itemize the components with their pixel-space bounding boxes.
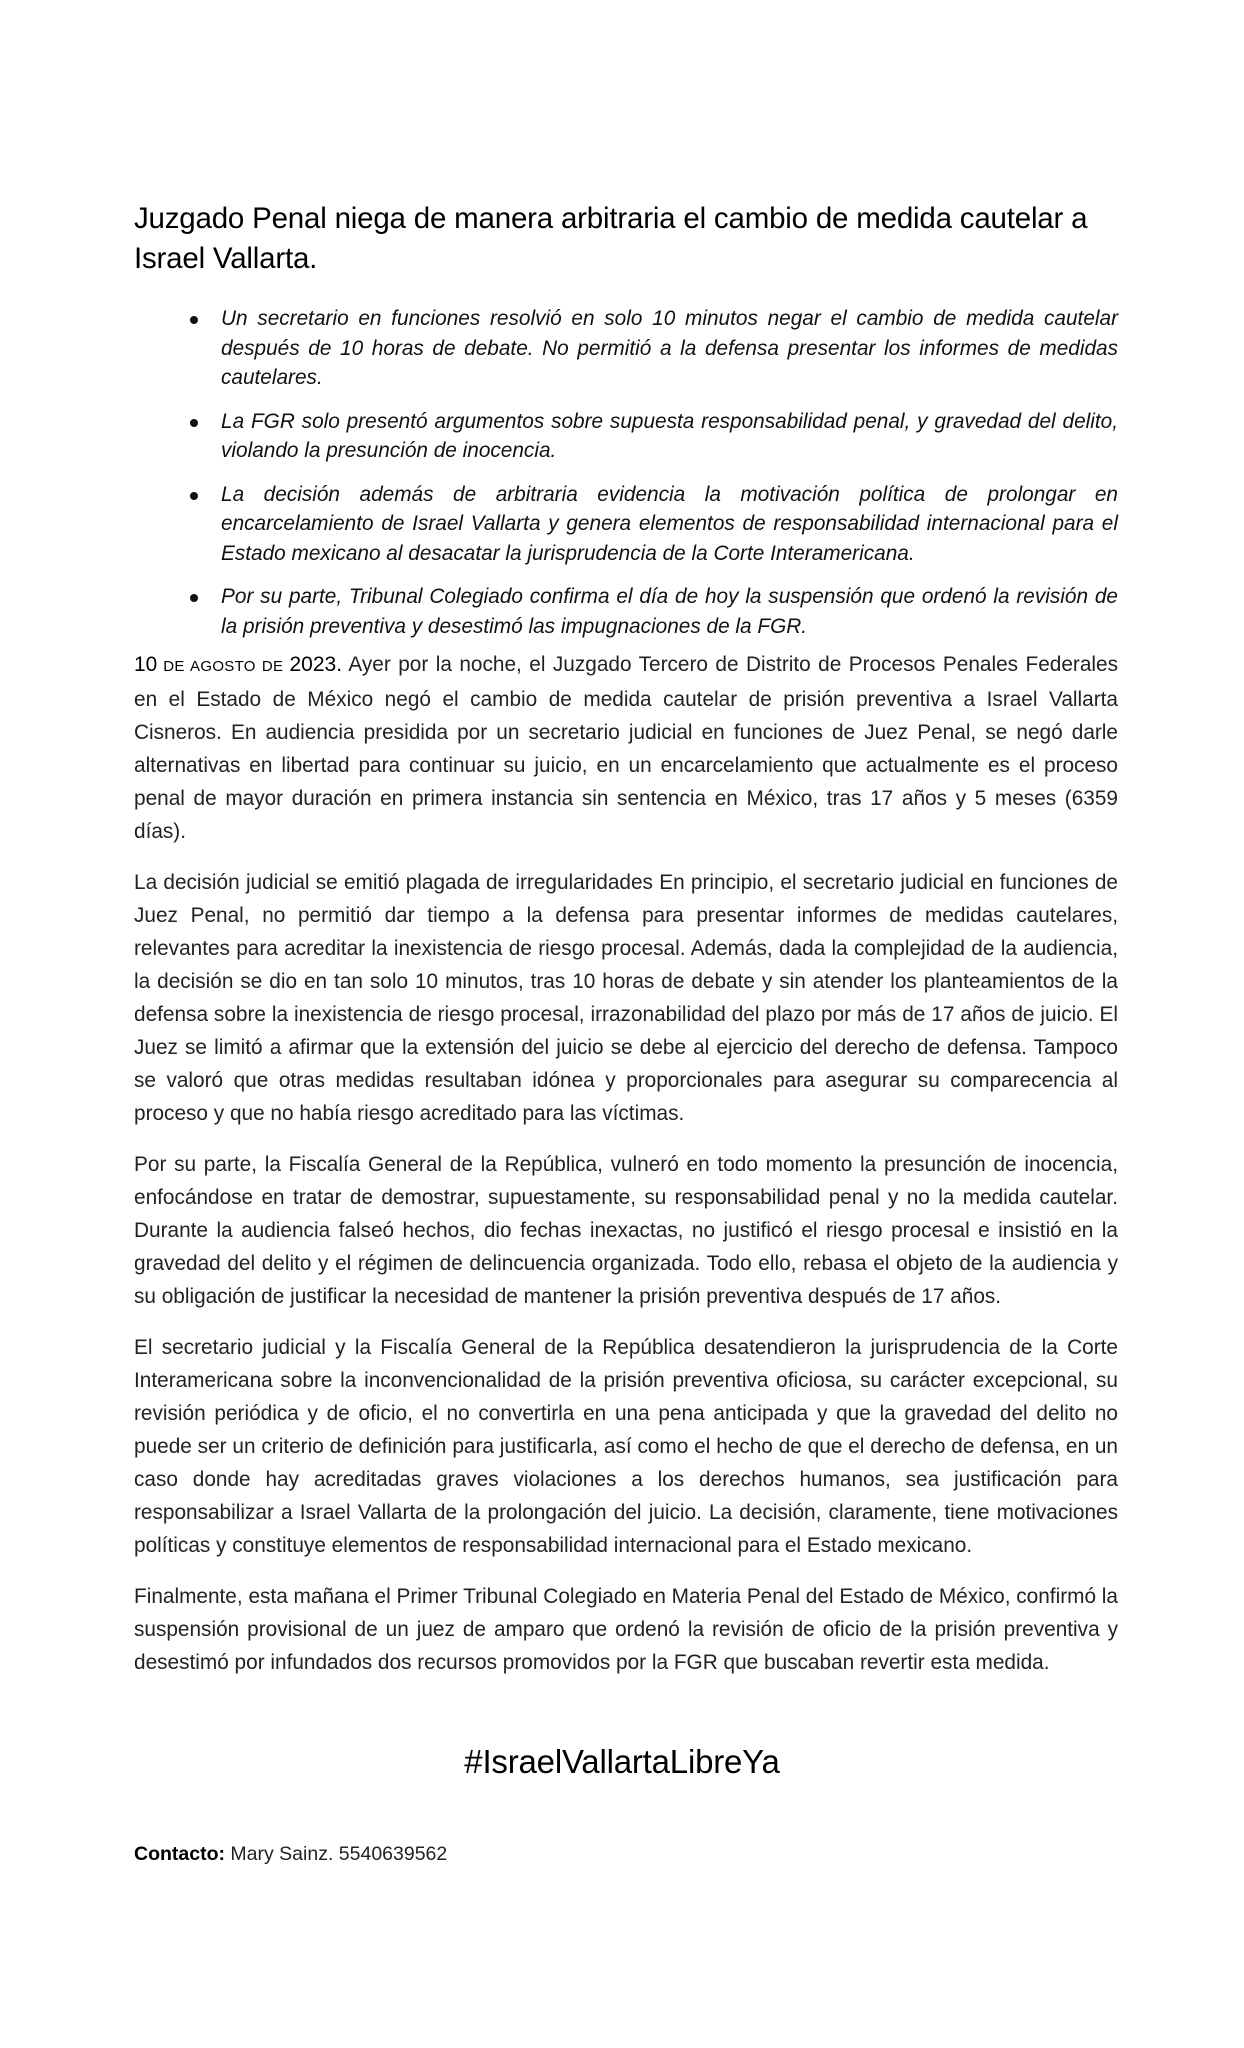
body-paragraph: Finalmente, esta mañana el Primer Tribunal Colegiado en Materia Penal del Estado de México, confirmó la suspensión provisional de un juez de amparo que ordenó la revisión de oficio de la prisión preventiva y desestimó por infundados dos recursos promovidos por la FGR que buscaban revertir esta medida. <box>134 1585 1118 1674</box>
contact-line <box>134 1840 447 1868</box>
contact-label: Contacto: <box>134 1843 225 1865</box>
contact-value: Mary Sainz. 5540639562 <box>225 1843 448 1865</box>
summary-bullet <box>134 582 1118 641</box>
bullet-text: La FGR solo presentó argumentos sobre supuesta responsabilidad penal, y gravedad del delito, violando la presunción de inocencia. <box>221 409 1118 462</box>
dateline-year: 2023. <box>289 653 343 676</box>
summary-bullet <box>134 304 1118 393</box>
summary-bullet <box>134 407 1118 466</box>
paragraph-text: Ayer por la noche, el Juzgado Tercero de Distrito de Procesos Penales Federales en el Estado de México negó el cambio de medida cautelar de prisión preventiva a Israel Vallarta Cisneros. En audiencia presidida por un secretario judicial en funciones de Juez Penal, se negó darle alternativas en libertad para continuar su juicio, en un encarcelamiento que actualmente es el proceso penal de mayor duración en primera instancia sin sentencia en México, tras 17 años y 5 meses (6359 días). <box>134 653 1118 843</box>
dateline <box>134 653 342 676</box>
dateline-day: 10 <box>134 653 158 676</box>
bullet-text: La decisión además de arbitraria evidencia la motivación política de prolongar en encarcelamiento de Israel Vallarta y genera elementos de responsabilidad internacional para el Estado mexicano al desacatar la jurisprudencia de la Corte Interamericana. <box>221 482 1118 565</box>
bullet-dot-icon <box>190 492 198 500</box>
summary-bullet <box>134 480 1118 569</box>
article-body <box>134 648 1118 1697</box>
bullet-text: Un secretario en funciones resolvió en solo 10 minutos negar el cambio de medida cautelar después de 10 horas de debate. No permitió a la defensa presentar los informes de medidas cautelares. <box>221 307 1118 389</box>
body-paragraph <box>134 648 1118 848</box>
body-paragraph: El secretario judicial y la Fiscalía General de la República desatendieron la jurisprudencia de la Corte Interamericana sobre la inconvencionalidad de la prisión preventiva oficiosa, su carácter excepcional, su revisión periódica y de oficio, el no convertirla en una pena anticipada y que la gravedad del delito no puede ser un criterio de definición para justificarla, así como el hecho de que el derecho de defensa, en un caso donde hay acreditadas graves violaciones a los derechos humanos, sea justificación para responsabilizar a Israel Vallarta de la prolongación del juicio. La decisión, claramente, tiene motivaciones políticas y constituye elementos de responsabilidad internacional para el Estado mexicano. <box>134 1336 1118 1557</box>
campaign-hashtag: #IsraelVallartaLibreYa <box>464 1743 780 1780</box>
bullet-dot-icon <box>190 594 198 602</box>
page-title: Juzgado Penal niega de manera arbitraria el cambio de medida cautelar a Israel Vallarta. <box>134 202 1088 275</box>
bullet-dot-icon <box>190 419 198 427</box>
body-paragraph: Por su parte, la Fiscalía General de la República, vulneró en todo momento la presunción de inocencia, enfocándose en tratar de demostrar, supuestamente, su responsabilidad penal y no la medida cautelar. Durante la audiencia falseó hechos, dio fechas inexactas, no justificó el riesgo procesal e insistió en la gravedad del delito y el régimen de delincuencia organizada. Todo ello, rebasa el objeto de la audiencia y su obligación de justificar la necesidad de mantener la prisión preventiva después de 17 años. <box>134 1153 1118 1308</box>
bullet-dot-icon <box>190 316 198 324</box>
dateline-month: DE AGOSTO DE <box>157 658 290 675</box>
body-paragraph: La decisión judicial se emitió plagada de irregularidades En principio, el secretario judicial en funciones de Juez Penal, no permitió dar tiempo a la defensa para presentar informes de medidas cautelares, relevantes para acreditar la inexistencia de riesgo procesal. Además, dada la complejidad de la audiencia, la decisión se dio en tan solo 10 minutos, tras 10 horas de debate y sin atender los planteamientos de la defensa sobre la inexistencia de riesgo procesal, irrazonabilidad del plazo por más de 17 años de juicio. El Juez se limitó a afirmar que la extensión del juicio se debe al ejercicio del derecho de defensa. Tampoco se valoró que otras medidas resultaban idónea y proporcionales para asegurar su comparecencia al proceso y que no había riesgo acreditado para las víctimas. <box>134 871 1118 1125</box>
summary-bullet-list <box>134 304 1118 655</box>
bullet-text: Por su parte, Tribunal Colegiado confirma el día de hoy la suspensión que ordenó la revisión de la prisión preventiva y desestimó las impugnaciones de la FGR. <box>221 585 1118 638</box>
